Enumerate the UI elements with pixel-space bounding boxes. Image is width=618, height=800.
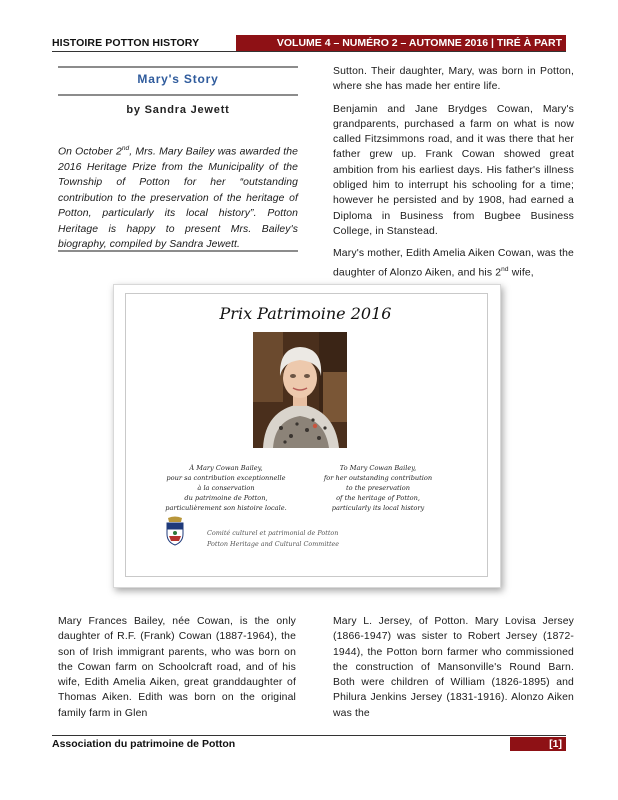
article-intro: On October 2nd, Mrs. Mary Bailey was awarded the 2016 Heritage Prize from the Municipality of the Township of Potton for her “outstanding contribution to the preservation of the heritage of Potton, particularly its local history”. Potton Heritage is happy to present Mrs. Bailey's biography, compiled by Sandra Jewett. <box>58 145 298 251</box>
running-header-issue: VOLUME 4 – NUMÉRO 2 – AUTOMNE 2016 | TIRÉ À PART <box>236 35 566 51</box>
footer-rule <box>52 735 566 736</box>
article-title: Mary's Story <box>137 72 219 86</box>
header-rule <box>52 51 566 52</box>
page-number: [1] <box>510 737 566 751</box>
certificate-title: Prix Patrimoine 2016 <box>219 304 392 323</box>
footer-association: Association du patrimoine de Potton <box>52 738 236 750</box>
paragraph: Mary Frances Bailey, née Cowan, is the only daughter of R.F. (Frank) Cowan (1887-1964), the son of Irish immigrant parents, who was born on the Cowan farm on Schoolcraft road, and of his wife, Edith Amelia Aiken, great granddaughter of Thomas Aiken. Edith was born on the original family farm in Glen <box>58 616 296 719</box>
right-column-bottom <box>333 614 574 728</box>
paragraph: Benjamin and Jane Brydges Cowan, Mary's grandparents, purchased a farm on what is now called Fitzsimmons road, and it was there that her father grew up. Frank Cowan showed great ambition from his earliest days. His father's illness obliged him to interrupt his schooling for a time; however he persisted and by 1908, had earned a Diploma in Business from Bugbee Business College, in Stanstead. <box>333 103 574 237</box>
intro-rule-bottom <box>58 250 298 252</box>
left-column-bottom <box>58 614 296 728</box>
potton-coat-of-arms-icon <box>164 516 186 546</box>
certificate-english-text: To Mary Cowan Bailey, for her outstanding contribution to the preservation of the heritage of Potton, particularly its local history <box>323 464 433 512</box>
paragraph: Mary L. Jersey, of Potton. Mary Lovisa Jersey (1866-1947) was sister to Robert Jersey (1872-1944), the Potton born farmer who commissioned the construction of Mansonville's Round Barn. Both were children of William (1826-1895) and Philura Jenkins Jersey (1831-1916). Alonzo Aiken was the <box>333 616 574 719</box>
paragraph: Sutton. Their daughter, Mary, was born in Potton, where she has made her entire life. <box>333 66 574 93</box>
certificate-organization: Comité culturel et patrimonial de Potton Potton Heritage and Cultural Committee <box>207 529 340 548</box>
running-header-title: HISTOIRE POTTON HISTORY <box>52 37 200 49</box>
title-rule-top <box>58 66 298 68</box>
right-column-top <box>333 64 574 287</box>
paragraph: Mary's mother, Edith Amelia Aiken Cowan, was the daughter of Alonzo Aiken, and his 2nd wife, <box>333 248 574 279</box>
article-byline: by Sandra Jewett <box>126 104 230 116</box>
portrait-photo <box>253 332 347 448</box>
certificate-french-text: À Mary Cowan Bailey, pour sa contribution exceptionnelle à la conservation du patrimoine de Potton, particulièrement son histoire locale. <box>165 464 287 512</box>
title-rule-bottom <box>58 94 298 96</box>
